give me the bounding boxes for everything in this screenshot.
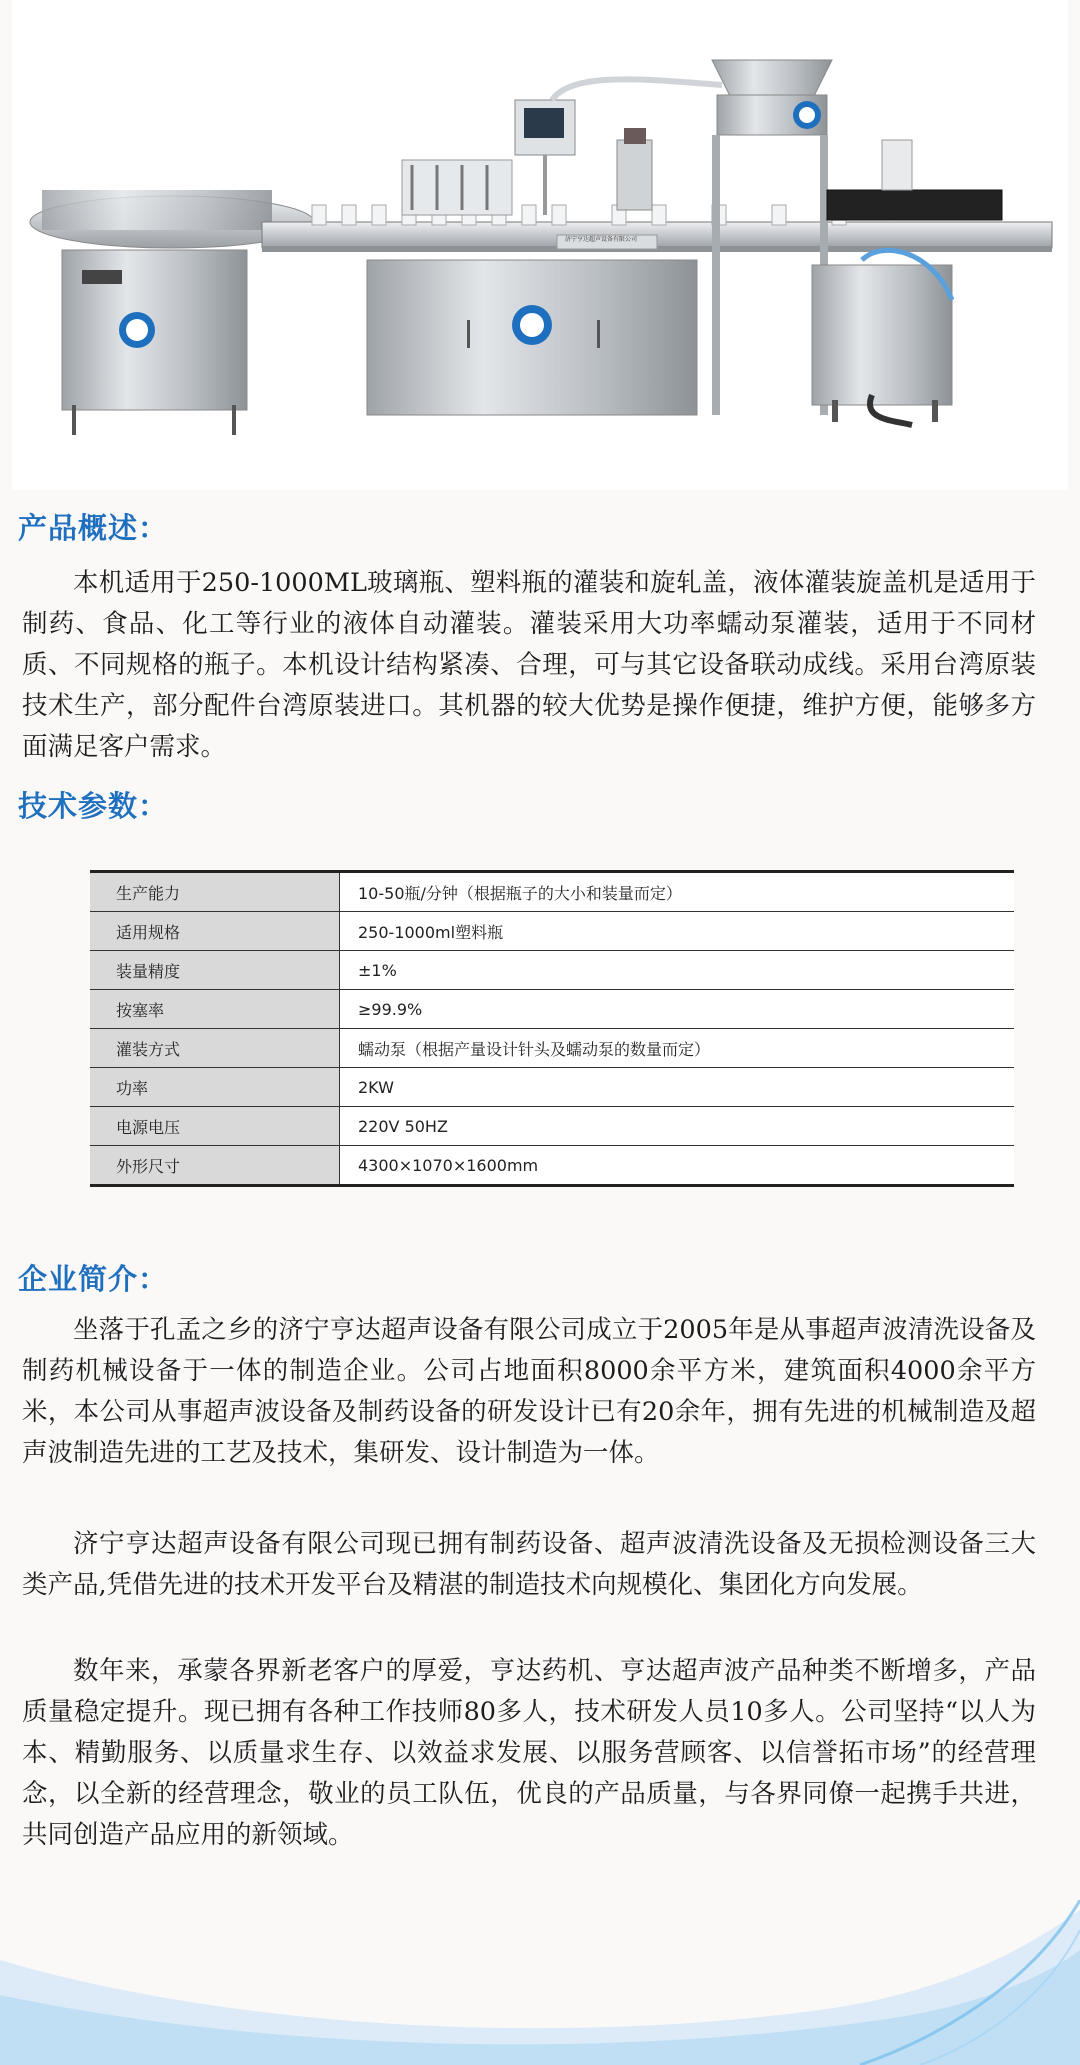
spec-key: 外形尺寸 — [90, 1146, 340, 1184]
spec-value: 10-50瓶/分钟（根据瓶子的大小和装量而定） — [340, 873, 1014, 911]
spec-table — [90, 870, 1014, 1187]
product-image — [12, 0, 1068, 490]
table-row — [90, 951, 1014, 990]
spec-value: ±1% — [340, 951, 1014, 989]
spec-key: 灌装方式 — [90, 1029, 340, 1067]
spec-value: 4300×1070×1600mm — [340, 1146, 1014, 1184]
spec-key: 生产能力 — [90, 873, 340, 911]
spec-key: 适用规格 — [90, 912, 340, 950]
table-row — [90, 990, 1014, 1029]
spec-value: 250-1000ml塑料瓶 — [340, 912, 1014, 950]
specs-heading: 技术参数： — [18, 789, 169, 823]
spec-key: 装量精度 — [90, 951, 340, 989]
table-row — [90, 1146, 1014, 1184]
overview-heading: 产品概述： — [18, 511, 169, 545]
table-row — [90, 1029, 1014, 1068]
wave-decoration-icon — [0, 1900, 1080, 2065]
spec-value: 蠕动泵（根据产量设计针头及蠕动泵的数量而定） — [340, 1029, 1014, 1067]
company-paragraph-1: 坐落于孔孟之乡的济宁亨达超声设备有限公司成立于2005年是从事超声波清洗设备及制药机械设备于一体的制造企业。公司占地面积8000余平方米，建筑面积4000余平方米，本公司从事超声波设备及制药设备的研发设计已有20余年，拥有先进的机械制造及超声波制造先进的工艺及技术，集研发、设计制造为一体。 — [22, 1315, 1036, 1468]
table-row — [90, 873, 1014, 912]
spec-key: 按塞率 — [90, 990, 340, 1028]
company-heading: 企业简介： — [18, 1262, 169, 1296]
spec-key: 功率 — [90, 1068, 340, 1106]
table-row — [90, 1107, 1014, 1146]
spec-value: ≥99.9% — [340, 990, 1014, 1028]
spec-value: 2KW — [340, 1068, 1014, 1106]
machine-nameplate: 济宁亨达超声设备有限公司 — [565, 236, 638, 243]
spec-key: 电源电压 — [90, 1107, 340, 1145]
table-row — [90, 912, 1014, 951]
overview-text: 本机适用于250-1000ML玻璃瓶、塑料瓶的灌装和旋轧盖，液体灌装旋盖机是适用于制药、食品、化工等行业的液体自动灌装。灌装采用大功率蠕动泵灌装，适用于不同材质、不同规格的瓶子。本机设计结构紧凑、合理，可与其它设备联动成线。采用台湾原装技术生产，部分配件台湾原装进口。其机器的较大优势是操作便捷，维护方便，能够多方面满足客户需求。 — [22, 568, 1036, 762]
company-paragraph-2: 济宁亨达超声设备有限公司现已拥有制药设备、超声波清洗设备及无损检测设备三大类产品,凭借先进的技术开发平台及精湛的制造技术向规模化、集团化方向发展。 — [22, 1529, 1036, 1600]
table-row — [90, 1068, 1014, 1107]
spec-value: 220V 50HZ — [340, 1107, 1014, 1145]
company-paragraph-3: 数年来，承蒙各界新老客户的厚爱，亨达药机、亨达超声波产品种类不断增多，产品质量稳定提升。现已拥有各种工作技师80多人，技术研发人员10多人。公司坚持“以人为本、精勤服务、以质量求生存、以效益求发展、以服务营顾客、以信誉拓市场”的经营理念，以全新的经营理念，敬业的员工队伍，优良的产品质量，与各界同僚一起携手共进，共同创造产品应用的新领域。 — [22, 1656, 1036, 1850]
filling-capping-machine-icon — [12, 0, 1068, 490]
